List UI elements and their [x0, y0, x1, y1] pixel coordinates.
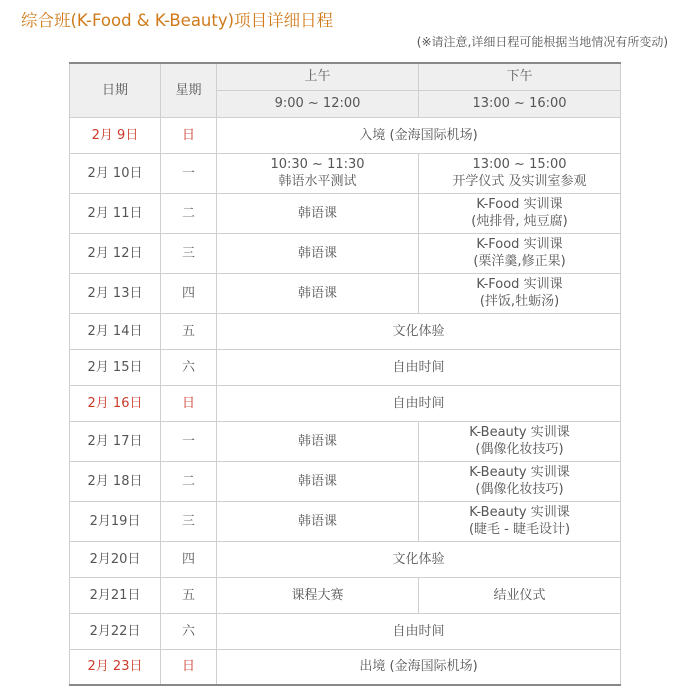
weekday-cell: 六 [161, 349, 217, 385]
schedule-header [70, 63, 621, 117]
activity-text: K-Food 实训课 [476, 277, 563, 292]
activity-text: 文化体验 [392, 551, 445, 567]
date-cell: 2月 17日 [70, 421, 161, 461]
date-cell: 2月21日 [70, 577, 161, 613]
activity-text: 课程大赛 [291, 587, 344, 603]
activity-text: 13:00 ~ 15:00 [472, 157, 567, 172]
header-afternoon: 下午 [419, 63, 621, 90]
activity-text: (拌饭,牡蛎汤) [479, 294, 560, 309]
full-day-cell [217, 649, 621, 685]
activity-text: (偶像化妆技巧) [475, 442, 564, 457]
weekday-cell: 三 [161, 233, 217, 273]
schedule-row [70, 649, 621, 685]
activity-text: K-Food 实训课 [476, 197, 563, 212]
morning-cell [217, 501, 419, 541]
activity-text: 韩语课 [297, 245, 337, 261]
schedule-row [70, 117, 621, 153]
date-cell: 2月 15日 [70, 349, 161, 385]
schedule-row [70, 577, 621, 613]
weekday-cell: 六 [161, 613, 217, 649]
schedule-row [70, 349, 621, 385]
full-day-cell [217, 385, 621, 421]
header-date: 日期 [70, 63, 161, 117]
weekday-cell: 四 [161, 273, 217, 313]
schedule-row [70, 385, 621, 421]
activity-text: 开学仪式 及实训室参观 [452, 174, 587, 189]
weekday-cell: 二 [161, 193, 217, 233]
activity-text: (睫毛 - 睫毛设计) [468, 522, 571, 537]
weekday-cell: 三 [161, 501, 217, 541]
activity-text: 10:30 ~ 11:30 [270, 157, 365, 172]
full-day-cell [217, 313, 621, 349]
schedule-notice: (※请注意,详细日程可能根据当地情况有所变动) [416, 35, 668, 49]
weekday-cell: 五 [161, 577, 217, 613]
weekday-cell: 一 [161, 153, 217, 193]
weekday-cell: 日 [161, 649, 217, 685]
morning-cell [217, 577, 419, 613]
activity-text: K-Food 实训课 [476, 237, 563, 252]
activity-text: (偶像化妆技巧) [475, 482, 564, 497]
date-cell: 2月 11日 [70, 193, 161, 233]
activity-text: K-Beauty 实训课 [469, 505, 570, 520]
morning-cell [217, 233, 419, 273]
afternoon-cell [419, 193, 621, 233]
afternoon-cell [419, 501, 621, 541]
date-cell: 2月 12日 [70, 233, 161, 273]
morning-cell [217, 461, 419, 501]
schedule-row [70, 193, 621, 233]
morning-cell [217, 273, 419, 313]
activity-text: 韩语课 [297, 205, 337, 221]
date-cell: 2月 18日 [70, 461, 161, 501]
schedule-row [70, 233, 621, 273]
activity-text: K-Beauty 实训课 [469, 465, 570, 480]
weekday-cell: 一 [161, 421, 217, 461]
activity-text: 自由时间 [392, 395, 445, 411]
date-cell: 2月19日 [70, 501, 161, 541]
activity-text: 自由时间 [392, 359, 445, 375]
activity-text: 出境 (金海国际机场) [359, 659, 478, 675]
activity-text: 韩语课 [297, 433, 337, 449]
date-cell: 2月22日 [70, 613, 161, 649]
afternoon-cell [419, 233, 621, 273]
activity-text: (炖排骨, 炖豆腐) [471, 214, 568, 229]
weekday-cell: 五 [161, 313, 217, 349]
date-cell: 2月 13日 [70, 273, 161, 313]
schedule-row [70, 273, 621, 313]
activity-text: 入境 (金海国际机场) [359, 127, 478, 143]
afternoon-cell [419, 577, 621, 613]
afternoon-cell [419, 153, 621, 193]
date-cell: 2月 14日 [70, 313, 161, 349]
full-day-cell [217, 613, 621, 649]
full-day-cell [217, 349, 621, 385]
activity-text: 文化体验 [392, 323, 445, 339]
page-title: 综合班(K-Food & K-Beauty)项目详细日程 [21, 11, 334, 30]
date-cell: 2月 23日 [70, 649, 161, 685]
full-day-cell [217, 541, 621, 577]
schedule-row [70, 461, 621, 501]
afternoon-cell [419, 273, 621, 313]
schedule-row [70, 613, 621, 649]
activity-text: (栗洋羹,修正果) [473, 254, 566, 269]
weekday-cell: 日 [161, 117, 217, 153]
schedule-row [70, 421, 621, 461]
weekday-cell: 二 [161, 461, 217, 501]
activity-text: K-Beauty 实训课 [469, 425, 570, 440]
activity-text: 自由时间 [392, 623, 445, 639]
schedule-table [69, 62, 621, 686]
morning-cell [217, 193, 419, 233]
header-afternoon-time: 13:00 ~ 16:00 [419, 90, 621, 117]
afternoon-cell [419, 421, 621, 461]
schedule-row [70, 501, 621, 541]
header-weekday: 星期 [161, 63, 217, 117]
header-morning-time: 9:00 ~ 12:00 [217, 90, 419, 117]
header-morning: 上午 [217, 63, 419, 90]
date-cell: 2月 10日 [70, 153, 161, 193]
afternoon-cell [419, 461, 621, 501]
schedule-row [70, 541, 621, 577]
activity-text: 韩语课 [297, 513, 337, 529]
date-cell: 2月 16日 [70, 385, 161, 421]
morning-cell [217, 421, 419, 461]
schedule-row [70, 313, 621, 349]
activity-text: 韩语课 [297, 285, 337, 301]
full-day-cell [217, 117, 621, 153]
weekday-cell: 日 [161, 385, 217, 421]
schedule-body [70, 117, 621, 685]
date-cell: 2月20日 [70, 541, 161, 577]
activity-text: 结业仪式 [493, 587, 546, 603]
date-cell: 2月 9日 [70, 117, 161, 153]
morning-cell [217, 153, 419, 193]
schedule-row [70, 153, 621, 193]
weekday-cell: 四 [161, 541, 217, 577]
activity-text: 韩语水平测试 [278, 174, 357, 189]
activity-text: 韩语课 [297, 473, 337, 489]
